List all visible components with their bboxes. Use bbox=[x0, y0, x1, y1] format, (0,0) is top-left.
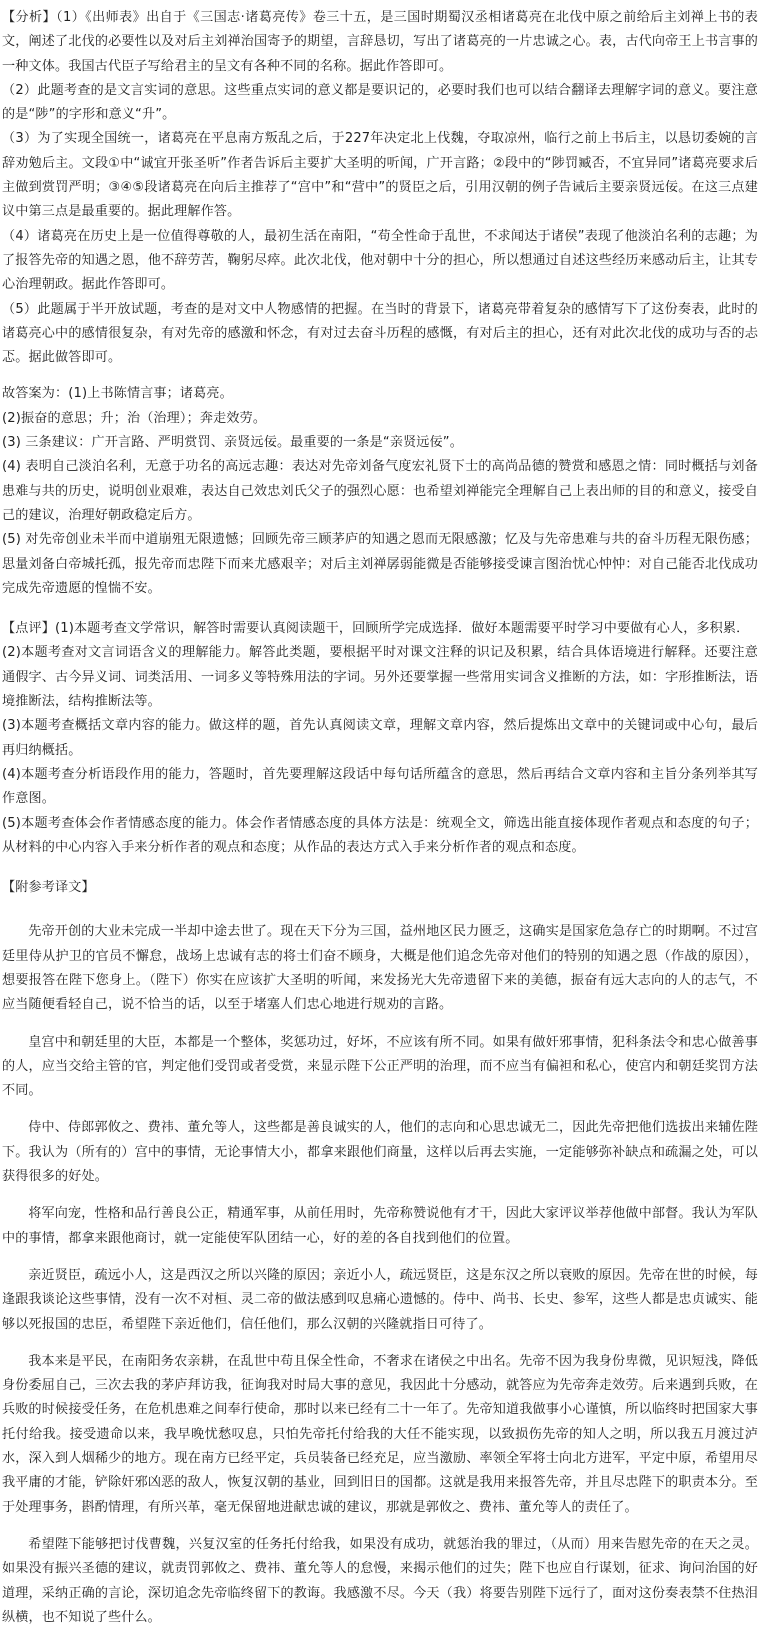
translation-paragraph-5: 亲近贤臣，疏远小人，这是西汉之所以兴隆的原因；亲近小人，疏远贤臣，这是东汉之所以衰败的原因。先帝在世的时候，每逢跟我谈论这些事情，没有一次不对桓、灵二帝的做法感到叹息痛心遗憾的。侍中、尚书、长史、参军，这些人都是忠贞诚实、能够以死报国的忠臣，希望陛下亲近他们，信任他们，那么汉朝的兴隆就指日可待了。 bbox=[2, 1267, 758, 1332]
translation-section bbox=[2, 920, 758, 1630]
answer-item-3: (3) 三条建议：广开言路、严明赏罚、亲贤远佞。最重要的一条是“亲贤远佞”。 bbox=[2, 435, 463, 451]
answer-item-1: 故答案为：(1)上书陈情言事；诸葛亮。 bbox=[2, 386, 233, 402]
analysis-item-3: （3）为了实现全国统一，诸葛亮在平息南方叛乱之后，于227年决定北上伐魏，夺取凉州，临行之前上书后主，以恳切委婉的言辞劝勉后主。文段①中“诚宜开张圣听”作者告诉后主要扩大圣明的听闻，广开言路；②段中的“陟罚臧否，不宜异同”诸葛亮要求后主做到赏罚严明；③④⑤段诸葛亮在向后主推荐了“宫中”和“营中”的贤臣之后，引用汉朝的例子告诫后主要亲贤远佞。在这三点建议中第三点是最重要的。据此理解作答。 bbox=[2, 131, 758, 220]
translation-paragraph-6: 我本来是平民，在南阳务农亲耕，在乱世中苟且保全性命，不奢求在诸侯之中出名。先帝不因为我身份卑微，见识短浅，降低身份委屈自己，三次去我的茅庐拜访我，征询我对时局大事的意见，我因此十分感动，就答应为先帝奔走效劳。后来遇到兵败，在兵败的时候接受任务，在危机患难之间奉行使命，那时以来已经有二十一年了。先帝知道我做事小心谨慎，所以临终时把国家大事托付给我。接受遗命以来，我早晚忧愁叹息，只怕先帝托付给我的大任不能实现，以致损伤先帝的知人之明，所以我五月渡过泸水，深入到人烟稀少的地方。现在南方已经平定，兵员装备已经充足，应当激励、率领全军将士向北方进军，平定中原，希望用尽我平庸的才能，铲除奸邪凶恶的敌人，恢复汉朝的基业，回到旧日的国都。这就是我用来报答先帝，并且尽忠陛下的职责本分。至于处理事务，斟酌情理，有所兴革，毫无保留地进献忠诚的建议，那就是郭攸之、费祎、董允等人的责任了。 bbox=[2, 1353, 758, 1515]
translation-heading-row bbox=[2, 876, 758, 900]
translation-paragraph-3: 侍中、侍郎郭攸之、费祎、董允等人，这些都是善良诚实的人，他们的志向和心思忠诚无二，因此先帝把他们选拔出来辅佐陛下。我认为（所有的）宫中的事情，无论事情大小，都拿来跟他们商量，这样以后再去实施，一定能够弥补缺点和疏漏之处，可以获得很多的好处。 bbox=[2, 1120, 758, 1185]
comment-item-1: 【点评】(1)本题考查文学常识，解答时需要认真阅读题干，回顾所学完成选择．做好本题需要平时学习中要做有心人，多积累． bbox=[2, 621, 750, 637]
analysis-label: 【分析】 bbox=[2, 10, 57, 25]
answer-section bbox=[2, 382, 758, 601]
comment-section bbox=[2, 617, 758, 860]
answer-item-4: (4) 表明自己淡泊名利，无意于功名的高远志趣：表达对先帝刘备气度宏礼贤下士的高尚品德的赞赏和感恩之情：同时概括与刘备患难与共的历史，说明创业艰难，表达自己效忠刘氏父子的强烈心愿：也希望刘禅能完全理解自己上表出师的目的和意义，接受自己的建议，治理好朝政稳定后方。 bbox=[2, 459, 758, 523]
translation-paragraph-1: 先帝开创的大业未完成一半却中途去世了。现在天下分为三国，益州地区民力匮乏，这确实是国家危急存亡的时期啊。不过宫廷里侍从护卫的官员不懈怠，战场上忠诚有志的将士们奋不顾身，大概是他们追念先帝对他们的特别的知遇之恩（作战的原因），想要报答在陛下您身上。（陛下）你实在应该扩大圣明的听闻，来发扬光大先帝遗留下来的美德，振奋有远大志向的人的志气，不应当随便看轻自己，说不恰当的话，以至于堵塞人们忠心地进行规劝的言路。 bbox=[2, 924, 758, 1013]
comment-label: 【点评】 bbox=[2, 621, 55, 637]
analysis-item-4: （4）诸葛亮在历史上是一位值得尊敬的人，最初生活在南阳，“苟全性命于乱世，不求闻达于诸侯”表现了他淡泊名利的志趣；为了报答先帝的知遇之恩，他不辞劳苦，鞠躬尽瘁。此次北伐，他对朝中十分的担心，所以想通过自述这些经历来感动后主，让其专心治理朝政。据此作答即可。 bbox=[2, 228, 758, 293]
comment-item-3: (3)本题考查概括文章内容的能力。做这样的题，首先认真阅读文章，理解文章内容，然后提炼出文章中的关键词或中心句，最后再归纳概括。 bbox=[2, 718, 758, 758]
comment-item-4: (4)本题考查分析语段作用的能力，答题时，首先要理解这段话中每句话所蕴含的意思，然后再结合文章内容和主旨分条列举其写作意图。 bbox=[2, 766, 758, 807]
answer-item-2: (2)振奋的意思；升；治（治理）；奔走效劳。 bbox=[2, 410, 267, 426]
translation-paragraph-2: 皇宫中和朝廷里的大臣，本都是一个整体，奖惩功过，好坏，不应该有所不同。如果有做奸邪事情，犯科条法令和忠心做善事的人，应当交给主管的官，判定他们受罚或者受赏，来显示陛下公正严明的治理，而不应当有偏袒和私心，使宫内和朝廷奖罚方法不同。 bbox=[2, 1034, 758, 1099]
translation-heading: 【附参考译文】 bbox=[2, 880, 95, 896]
translation-paragraph-7: 希望陛下能够把讨伐曹魏，兴复汉室的任务托付给我，如果没有成功，就惩治我的罪过，（从而）用来告慰先帝的在天之灵。如果没有振兴圣德的建议，就责罚郭攸之、费祎、董允等人的怠慢，来揭示他们的过失；陛下也应自行谋划，征求、询问治国的好道理，采纳正确的言论，深切追念先帝临终留下的教诲。我感激不尽。今天（我）将要告别陛下远行了，面对这份奏表禁不住热泪纵横，也不知说了些什么。 bbox=[2, 1536, 758, 1625]
translation-paragraph-4: 将军向宠，性格和品行善良公正，精通军事，从前任用时，先帝称赞说他有才干，因此大家评议举荐他做中部督。我认为军队中的事情，都拿来跟他商讨，就一定能使军队团结一心，好的差的各自找到他们的位置。 bbox=[2, 1206, 758, 1246]
analysis-item-2: （2）此题考查的是文言实词的意思。这些重点实词的意义都是要识记的，必要时我们也可以结合翻译去理解字词的意义。要注意的是“陟”的字形和意义“升”。 bbox=[2, 82, 758, 123]
analysis-section bbox=[2, 6, 758, 370]
comment-item-5: (5)本题考查体会作者情感态度的能力。体会作者情感态度的具体方法是：统观全文，筛选出能直接体现作者观点和态度的句子；从材料的中心内容入手来分析作者的观点和态度；从作品的表达方式入手来分析作者的观点和态度。 bbox=[2, 815, 758, 855]
analysis-item-5: （5）此题属于半开放试题，考查的是对文中人物感情的把握。在当时的背景下，诸葛亮带着复杂的感情写下了这份奏表，此时的诸葛亮心中的感情很复杂，有对先帝的感激和怀念，有对过去奋斗历程的感慨，有对后主的担心，还有对此次北伐的成功与否的忐忑。据此做答即可。 bbox=[2, 301, 758, 366]
comment-item-2: (2)本题考查对文言词语含义的理解能力。解答此类题，要根据平时对课文注释的识记及积累，结合具体语境进行解释。还要注意通假字、古今异义词、词类活用、一词多义等特殊用法的字词。另外还要掌握一些常用实词含义推断的方法，如：字形推断法，语境推断法，结构推断法等。 bbox=[2, 645, 758, 710]
answer-item-5: (5) 对先帝创业未半而中道崩殂无限遗憾；回顾先帝三顾茅庐的知遇之恩而无限感激；忆及与先帝患难与共的奋斗历程无限伤感；思量刘备白帝城托孤，报先帝而忠陛下而来尤感艰辛；对后主刘禅孱弱能微是否能够接受谏言图治忧心忡忡：对自己能否北伐成功完成先帝遗愿的惶惴不安。 bbox=[2, 532, 758, 596]
analysis-item-1: 【分析】（1）《出师表》出自于《三国志·诸葛亮传》卷三十五，是三国时期蜀汉丞相诸葛亮在北伐中原之前给后主刘禅上书的表文，阐述了北伐的必要性以及对后主刘禅治国寄予的期望，言辞恳切，写出了诸葛亮的一片忠诚之心。表，古代向帝王上书言事的一种文体。我国古代臣子写给君主的呈文有各种不同的名称。据此作答即可。 bbox=[2, 10, 758, 74]
